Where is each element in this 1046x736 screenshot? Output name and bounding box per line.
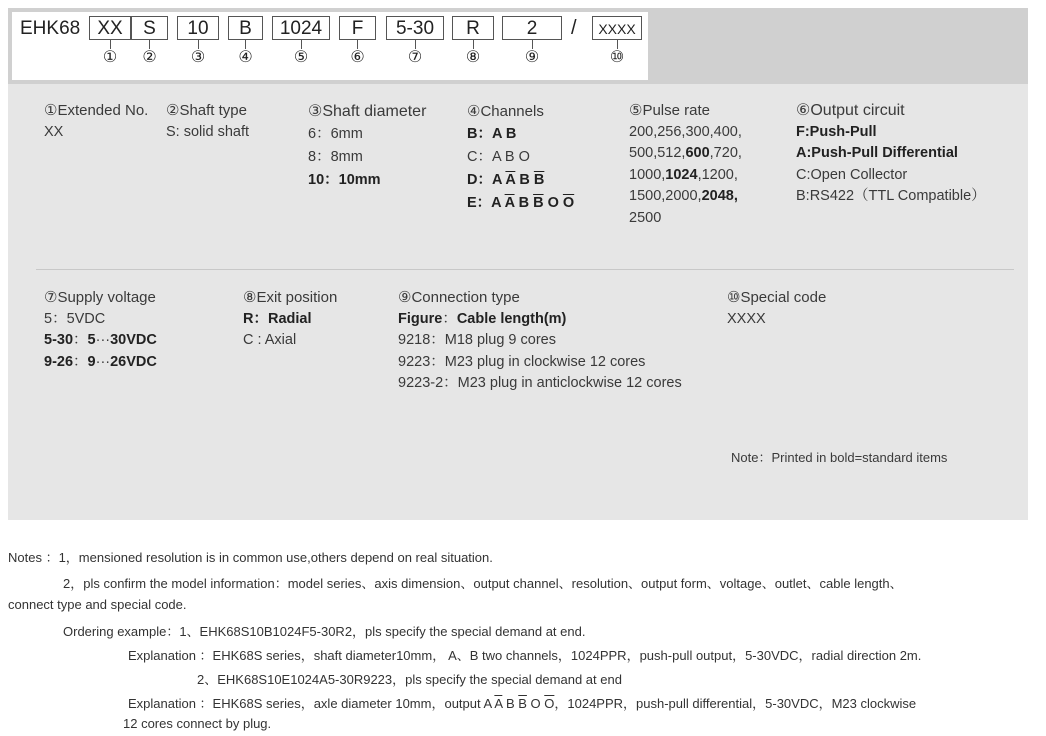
shaft-type-section bbox=[166, 100, 249, 143]
segment-number: ⑦ bbox=[407, 49, 423, 66]
section-title: ⑨Connection type bbox=[398, 289, 520, 306]
notes-line-3: connect type and special code. bbox=[8, 597, 187, 612]
segment-code: XXXX bbox=[592, 16, 642, 40]
segment-output-circuit bbox=[339, 16, 376, 67]
pulse-line: 1000,1024,1200, bbox=[629, 166, 738, 183]
section-title: ⑩Special code bbox=[727, 289, 827, 306]
segment-number: ④ bbox=[238, 49, 253, 66]
connection-type-section bbox=[398, 287, 682, 395]
segment-tick bbox=[110, 40, 111, 49]
voltage-item-standard: 5-30：5···30VDC bbox=[44, 332, 157, 348]
voltage-item-standard: 9-26：9···26VDC bbox=[44, 353, 157, 370]
segment-number: ⑨ bbox=[524, 49, 540, 66]
segment-pulse-rate bbox=[272, 16, 330, 67]
segment-extended bbox=[89, 16, 131, 67]
segment-tick bbox=[149, 40, 150, 49]
segment-code: 10 bbox=[177, 16, 219, 40]
pulse-line: 200,256,300,400, bbox=[629, 123, 742, 140]
segment-number: ⑧ bbox=[465, 49, 481, 66]
channel-b: B：A B bbox=[467, 126, 517, 142]
segment-tick bbox=[357, 40, 358, 49]
section-value: XXXX bbox=[727, 310, 766, 327]
section-title: ④Channels bbox=[467, 103, 544, 120]
connection-item: 9223：M23 plug in clockwise 12 cores bbox=[398, 353, 646, 370]
pulse-line: 2500 bbox=[629, 209, 662, 226]
ordering-example-1: Ordering example：1、EHK68S10B1024F5-30R2，pls specify the special demand at end. bbox=[63, 624, 586, 639]
segment-connection-type bbox=[502, 16, 562, 67]
output-circuit-section bbox=[796, 100, 986, 208]
segment-tick bbox=[617, 40, 618, 49]
exit-item-standard: R：Radial bbox=[243, 310, 312, 327]
channel-e: E：A $\overline{A}$ B $\overline{B}$ O $\overline{O}$ bbox=[467, 195, 575, 211]
ordering-example-2: 2、EHK68S10E1024A5-30R9223，pls specify the special demand at end bbox=[197, 672, 622, 687]
section-title: ⑦Supply voltage bbox=[44, 289, 156, 306]
channel-c: C：A B O bbox=[467, 149, 530, 165]
connection-item-standard: Figure：Cable length(m) bbox=[398, 310, 567, 327]
section-title: ⑤Pulse rate bbox=[629, 102, 710, 119]
notes-line-1: Notes ：1，mensioned resolution is in common use,others depend on real situation. bbox=[8, 550, 493, 565]
segment-number: ③ bbox=[190, 49, 206, 66]
segment-tick bbox=[198, 40, 199, 49]
explanation-1: Explanation ：EHK68S series，shaft diameter10mm， A、B two channels，1024PPR，push-pull output，5-30VDC，radial direction 2m. bbox=[128, 648, 922, 663]
explanation-2-continued: 12 cores connect by plug. bbox=[123, 716, 272, 731]
model-prefix: EHK68 bbox=[20, 18, 81, 39]
segment-code: 5-30 bbox=[386, 16, 444, 40]
segment-code: 1024 bbox=[272, 16, 330, 40]
spec-panel bbox=[8, 8, 1028, 520]
output-item-standard: A:Push-Pull Differential bbox=[796, 145, 958, 161]
output-item: C:Open Collector bbox=[796, 166, 908, 183]
segment-number: ⑩ bbox=[609, 49, 625, 66]
connection-item: 9218：M18 plug 9 cores bbox=[398, 332, 556, 348]
section-title: ③Shaft diameter bbox=[308, 103, 427, 120]
exit-item: C : Axial bbox=[243, 332, 297, 348]
pulse-line: 1500,2000,2048, bbox=[629, 188, 738, 204]
diameter-item-standard: 10：10mm bbox=[308, 172, 381, 188]
shaft-diameter-section bbox=[308, 100, 426, 192]
diameter-item: 6：6mm bbox=[308, 126, 363, 142]
section-divider bbox=[36, 269, 1014, 270]
segment-channels bbox=[228, 16, 263, 67]
segment-exit-position bbox=[452, 16, 494, 67]
voltage-item: 5：5VDC bbox=[44, 310, 106, 327]
segment-supply-voltage bbox=[386, 16, 444, 67]
supply-voltage-section bbox=[44, 287, 157, 373]
pulse-rate-section bbox=[629, 100, 742, 229]
model-slash: / bbox=[571, 17, 577, 39]
extended-no-section bbox=[44, 100, 148, 143]
section-title: ⑧Exit position bbox=[243, 289, 338, 306]
notes-line-2: 2，pls confirm the model information：model series、axis dimension、output channel、resolution、output form、voltage、outlet、cable length、 bbox=[63, 576, 903, 591]
channels-section bbox=[467, 100, 574, 215]
segment-shaft-diameter bbox=[177, 16, 219, 67]
segment-number: ② bbox=[142, 49, 157, 66]
segment-code: S bbox=[131, 16, 168, 40]
output-item-standard: F:Push-Pull bbox=[796, 123, 877, 140]
segment-number: ⑤ bbox=[293, 49, 309, 66]
segment-tick bbox=[245, 40, 246, 49]
segment-code: F bbox=[339, 16, 376, 40]
channel-d: D：A $\overline{A}$ B $\overline{B}$ bbox=[467, 172, 545, 188]
segment-code: XX bbox=[89, 16, 131, 40]
segment-code: 2 bbox=[502, 16, 562, 40]
segment-code: R bbox=[452, 16, 494, 40]
segment-tick bbox=[532, 40, 533, 49]
segment-number: ⑥ bbox=[350, 49, 365, 66]
segment-tick bbox=[415, 40, 416, 49]
segment-special-code bbox=[592, 16, 642, 67]
special-code-section bbox=[727, 287, 826, 330]
section-title: ⑥Output circuit bbox=[796, 102, 905, 119]
diameter-item: 8：8mm bbox=[308, 149, 363, 165]
section-value: XX bbox=[44, 123, 64, 140]
section-title: ②Shaft type bbox=[166, 102, 247, 119]
segment-number: ① bbox=[102, 49, 118, 66]
segment-code: B bbox=[228, 16, 263, 40]
exit-position-section bbox=[243, 287, 337, 352]
output-item: B:RS422（TTL Compatible） bbox=[796, 188, 986, 204]
bold-note: Note：Printed in bold=standard items bbox=[731, 450, 948, 465]
connection-item: 9223-2：M23 plug in anticlockwise 12 cores bbox=[398, 375, 682, 391]
section-title: ①Extended No. bbox=[44, 102, 149, 119]
segment-shaft-type bbox=[131, 16, 168, 67]
pulse-line: 500,512,600,720, bbox=[629, 145, 742, 161]
segment-tick bbox=[473, 40, 474, 49]
section-value: S: solid shaft bbox=[166, 123, 250, 140]
explanation-2: Explanation ：EHK68S series，axle diameter 10mm，output A $\overline{A}$ B $\overline{B}$ O $\overline{O}$，1024PPR，push-pull differential，5-30VDC，M23 clockwise bbox=[128, 696, 917, 711]
segment-tick bbox=[301, 40, 302, 49]
